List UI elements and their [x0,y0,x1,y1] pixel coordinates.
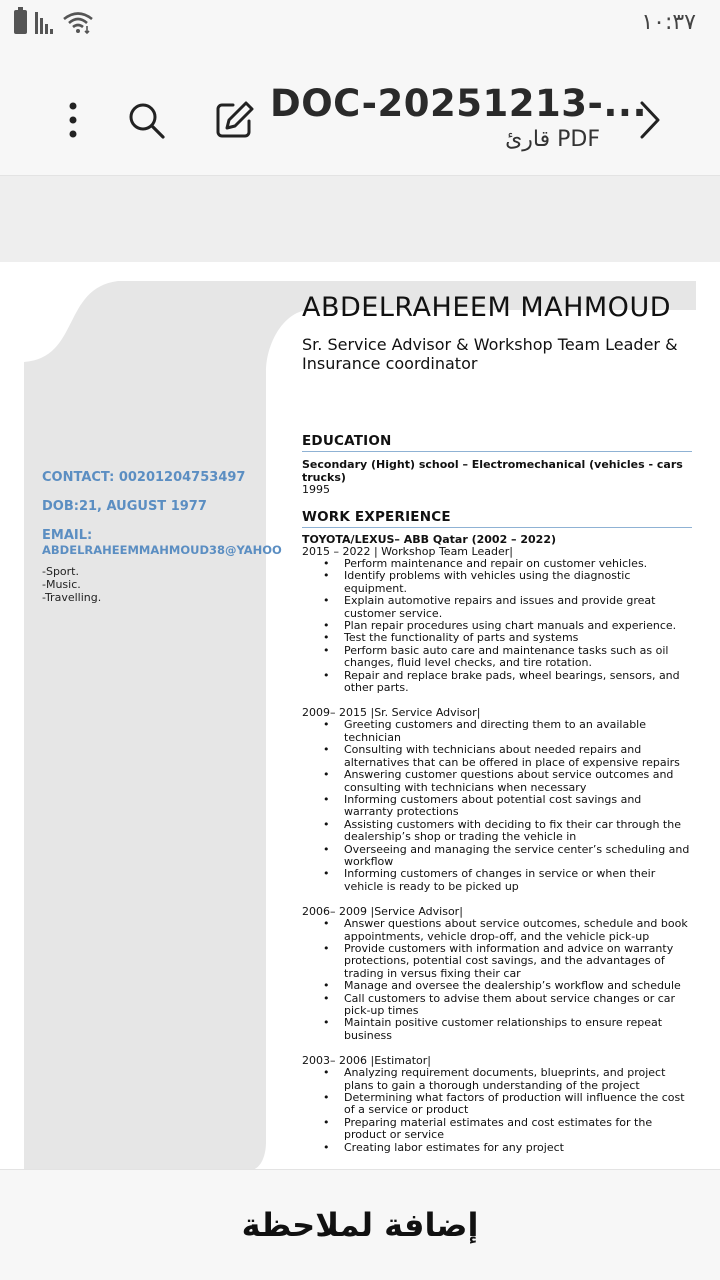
chevron-right-icon [638,100,662,140]
employer: TOYOTA/LEXUS– ABB Qatar (2002 – 2022) [302,533,557,546]
app-name: قارئ PDF [505,127,600,152]
status-time: ١٠:٣٧ [641,10,696,35]
search-button[interactable] [124,98,168,142]
resume-main-column [302,292,692,1154]
hobby-item: -Sport. [42,565,79,578]
sidebar-content [42,470,302,604]
role-heading: 2006– 2009 |Service Advisor| [302,905,463,919]
list-item: • Explain automotive repairs and issues and provide great customer service. [302,595,692,620]
list-item: • Repair and replace brake pads, wheel bearings, sensors, and other parts. [302,670,692,695]
list-item: • Call customers to advise them about service changes or car pick-up times [302,993,692,1018]
document-title: DOC-20251213-... [270,82,648,125]
edit-icon [213,99,255,141]
role-heading: 2015 – 2022 | Workshop Team Leader| [302,545,513,558]
list-item: • Greeting customers and directing them to an available technician [302,719,692,744]
bottom-bar [0,1169,720,1280]
list-item: • Creating labor estimates for any project [302,1142,692,1154]
battery-icon [14,10,27,34]
wifi-icon [61,10,95,34]
status-bar [0,0,720,50]
work-heading: WORK EXPERIENCE [302,509,692,528]
edit-button[interactable] [212,98,256,142]
hobby-item: -Music. [42,578,81,591]
candidate-name: ABDELRAHEEM MAHMOUD [302,292,671,323]
list-item: • Assisting customers with deciding to fix their car through the dealership’s shop or trading the vehicle in [302,819,692,844]
list-item: • Answering customer questions about service outcomes and consulting with technicians when necessary [302,769,692,794]
list-item: • Overseeing and managing the service center’s scheduling and workflow [302,844,692,869]
toolbar [0,62,720,174]
email-label: EMAIL: [42,528,93,543]
search-icon [126,100,166,140]
list-item: • Answer questions about service outcomes, schedule and book appointments, vehicle drop-off, and the vehicle pick-up [302,918,692,943]
more-options-button[interactable] [56,98,90,142]
role-bullets [302,558,692,694]
list-item: • Consulting with technicians about needed repairs and alternatives that can be offered in place of expensive repairs [302,744,692,769]
add-note-button[interactable]: إضافة لملاحظة [241,1206,479,1244]
role-heading: 2009– 2015 |Sr. Service Advisor| [302,706,481,720]
more-vertical-icon [68,101,78,139]
status-icons [14,10,95,34]
contact-phone: CONTACT: 00201204753497 [42,470,246,485]
list-item: • Identify problems with vehicles using the diagnostic equipment. [302,570,692,595]
back-button[interactable] [630,96,670,144]
hobbies-list [42,565,302,604]
education-heading: EDUCATION [302,433,692,452]
list-item: • Plan repair procedures using chart manuals and experience. [302,620,692,632]
candidate-title: Sr. Service Advisor & Workshop Team Leader & Insurance coordinator [302,335,678,373]
list-item: • Informing customers of changes in service or when their vehicle is ready to be picked up [302,868,692,893]
list-item: • Provide customers with information and advice on warranty protections, potential cost savings, and the advantages of trading in versus fixing their car [302,943,692,980]
role-heading: 2003– 2006 |Estimator| [302,1054,431,1068]
page-gap [0,176,720,262]
pdf-page[interactable] [0,262,720,1170]
list-item: • Analyzing requirement documents, blueprints, and project plans to gain a thorough understanding of the project [302,1067,692,1092]
document-title-block [270,82,648,152]
role-bullets [302,1067,692,1117]
list-item: • Perform maintenance and repair on customer vehicles. [302,558,692,570]
list-item: • Preparing material estimates and cost estimates for the product or service [302,1117,692,1142]
list-item: • Informing customers about potential cost savings and warranty protections [302,794,692,819]
list-item: • Manage and oversee the dealership’s workflow and schedule [302,980,692,992]
role-bullets [302,918,692,1042]
education-school: Secondary (Hight) school – Electromechanical (vehicles - cars trucks) [302,458,683,484]
education-year: 1995 [302,483,330,496]
list-item: • Determining what factors of production will influence the cost of a service or product [302,1092,692,1117]
list-item: • Maintain positive customer relationships to ensure repeat business [302,1017,692,1042]
list-item: • Test the functionality of parts and systems [302,632,692,644]
role-bullets [302,1117,692,1154]
signal-icon [35,10,53,34]
hobby-item: -Travelling. [42,591,102,604]
list-item: • Perform basic auto care and maintenance tasks such as oil changes, fluid level checks, and tire rotation. [302,645,692,670]
role-bullets [302,719,692,893]
date-of-birth: DOB:21, AUGUST 1977 [42,499,207,514]
email-address: ABDELRAHEEMMAHMOUD38@YAHOO [42,543,282,557]
